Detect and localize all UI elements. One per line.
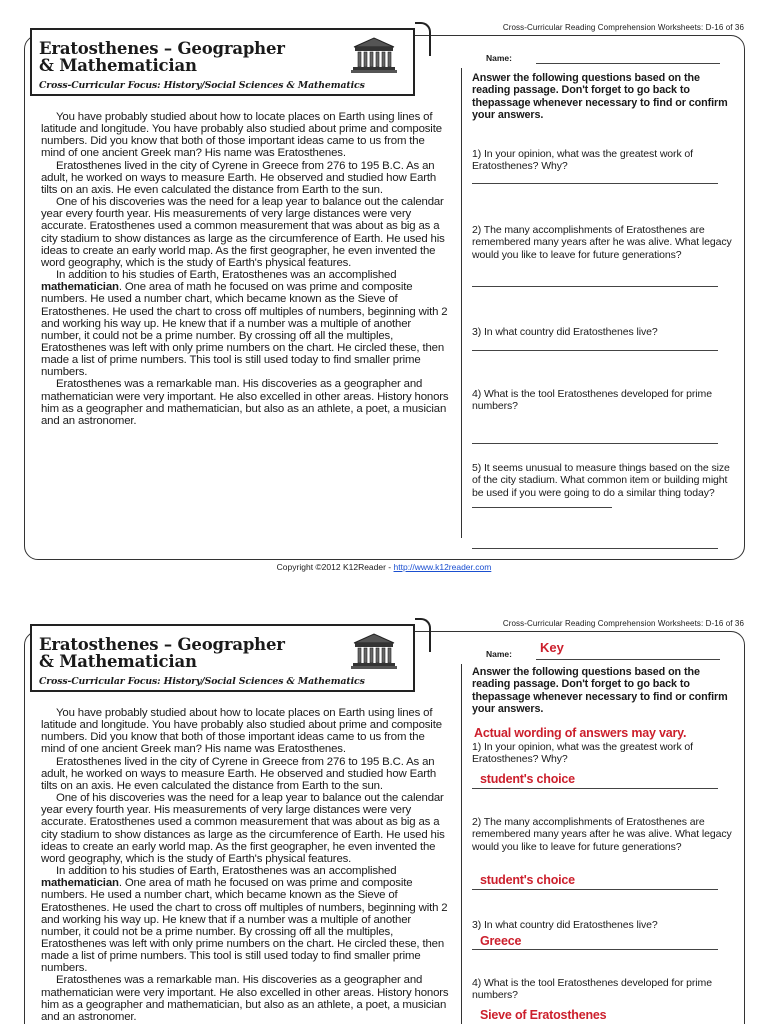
answer-line-3[interactable] [472, 949, 718, 950]
answer-line-4[interactable] [472, 443, 718, 444]
question-2: 2) The many accomplishments of Eratosthenes are remembered many years after he was alive. What legacy would you like to leave for future generations? [472, 816, 732, 853]
column-divider [461, 68, 462, 538]
question-1: 1) In your opinion, what was the greatest work of Eratosthenes? Why? [472, 741, 693, 766]
answer-line-3[interactable] [472, 350, 718, 351]
question-3: 3) In what country did Eratosthenes live? [472, 919, 658, 931]
question-4: 4) What is the tool Eratosthenes developed for prime numbers? [472, 977, 712, 1002]
title-box [30, 624, 415, 692]
name-field[interactable]: Name: Key [486, 649, 720, 663]
greek-temple-icon [350, 36, 398, 74]
answer-line-2[interactable] [472, 286, 718, 287]
copyright: Copyright ©2012 K12Reader - http://www.k12reader.com [276, 562, 492, 572]
worksheet-meta: Cross-Curricular Reading Comprehension Worksheets: D-16 of 36 [502, 619, 744, 628]
question-3: 3) In what country did Eratosthenes live? [472, 326, 658, 338]
answer-line-1[interactable] [472, 183, 718, 184]
title-tab [415, 22, 431, 56]
question-2: 2) The many accomplishments of Eratosthenes are remembered many years after he was alive. What legacy would you like to leave for future generations? [472, 224, 732, 261]
subtitle: Cross-Curricular Focus: History/Social Sciences & Mathematics [39, 80, 365, 91]
worksheet-answer-key [0, 596, 768, 1024]
title-tab [415, 618, 431, 652]
question-5: 5) It seems unusual to measure things based on the size of the city stadium. What common item or building might be used if you were going to do a similar thing today? [472, 462, 734, 511]
subtitle: Cross-Curricular Focus: History/Social Sciences & Mathematics [39, 676, 365, 687]
name-value: Key [540, 640, 564, 655]
worksheet-meta: Cross-Curricular Reading Comprehension Worksheets: D-16 of 36 [502, 23, 744, 32]
name-field[interactable]: Name: [486, 53, 720, 67]
answer-note: Actual wording of answers may vary. [474, 726, 687, 740]
instructions: Answer the following questions based on the reading passage. Don't forget to go back to thepassage whenever necessary to find or confirm your answers. [472, 72, 728, 121]
answer-line-5[interactable] [472, 548, 718, 549]
greek-temple-icon [350, 632, 398, 670]
title-box [30, 28, 415, 96]
answer-3: Greece [480, 934, 522, 948]
question-4: 4) What is the tool Eratosthenes developed for prime numbers? [472, 388, 712, 413]
question-1: 1) In your opinion, what was the greatest work of Eratosthenes? Why? [472, 148, 693, 173]
instructions: Answer the following questions based on the reading passage. Don't forget to go back to thepassage whenever necessary to find or confirm your answers. [472, 666, 728, 715]
answer-line-5-inline[interactable] [472, 499, 612, 508]
answer-1: student's choice [480, 772, 575, 786]
column-divider [461, 664, 462, 1024]
page-title: Eratosthenes – Geographer & Mathematician [39, 635, 285, 671]
reading-passage: You have probably studied about how to locate places on Earth using lines of latitude and longitude. You have probably also studied about prime and composite numbers. Did you know that both of those important ideas came to us from the mind of one ancient Greek man? His name was Eratosthenes. Eratosthenes lived in the city of Cyrene in Greece from 276 to 195 B.C. As an adult, he worked on ways to measure Earth. He observed and studied how Earth tilts on an axis. He even calculated the distance from Earth to the sun. One of his discoveries was the need for a leap year to balance out the calendar year every fourth year. His measurements of very large distances were very accurate. Eratosthenes used a common measurement that was about as big as a city stadium to show distances as large as the circumference of Earth. He used his ideas to create an early world map. As the first geographer, he even invented the word geography, which is the study of Earth's physical features. In addition to his studies of Earth, Eratosthenes was an accomplished mathematician. One area of math he focused on was prime and composite numbers. He used a number chart, which became known as the Sieve of Eratosthenes. He used the chart to cross off multiples of numbers, beginning with 2 and working his way up. He knew that if a number was a multiple of another number, it could not be a prime number. By crossing off all the multiples, Eratosthenes was left with only prime numbers on the chart. He circled these, then made a list of prime numbers. This tool is still used today to find smaller prime numbers. Eratosthenes was a remarkable man. His discoveries as a geographer and mathematician were very important. He also excelled in other areas. History honors him as a geographer and mathematician, but also as an athlete, a poet, a musician and an astronomer. [41, 111, 449, 427]
answer-line-1[interactable] [472, 788, 718, 789]
page-title: Eratosthenes – Geographer & Mathematician [39, 39, 285, 75]
answer-line-2[interactable] [472, 889, 718, 890]
answer-2: student's choice [480, 873, 575, 887]
reading-passage: You have probably studied about how to locate places on Earth using lines of latitude and longitude. You have probably also studied about prime and composite numbers. Did you know that both of those important ideas came to us from the mind of one ancient Greek man? His name was Eratosthenes. Eratosthenes lived in the city of Cyrene in Greece from 276 to 195 B.C. As an adult, he worked on ways to measure Earth. He observed and studied how Earth tilts on an axis. He even calculated the distance from Earth to the sun. One of his discoveries was the need for a leap year to balance out the calendar year every fourth year. His measurements of very large distances were very accurate. Eratosthenes used a common measurement that was about as big as a city stadium to show distances as large as the circumference of Earth. He used his ideas to create an early world map. As the first geographer, he even invented the word geography, which is the study of Earth's physical features. In addition to his studies of Earth, Eratosthenes was an accomplished mathematician. One area of math he focused on was prime and composite numbers. He used a number chart, which became known as the Sieve of Eratosthenes. He used the chart to cross off multiples of numbers, beginning with 2 and working his way up. He knew that if a number was a multiple of another number, it could not be a prime number. By crossing off all the multiples, Eratosthenes was left with only prime numbers on the chart. He circled these, then made a list of prime numbers. This tool is still used today to find smaller prime numbers. Eratosthenes was a remarkable man. His discoveries as a geographer and mathematician were very important. He also excelled in other areas. History honors him as a geographer and mathematician, but also as an athlete, a poet, a musician and an astronomer. [41, 707, 449, 1023]
answer-4: Sieve of Eratosthenes [480, 1008, 607, 1022]
k12reader-link[interactable]: http://www.k12reader.com [393, 562, 492, 572]
